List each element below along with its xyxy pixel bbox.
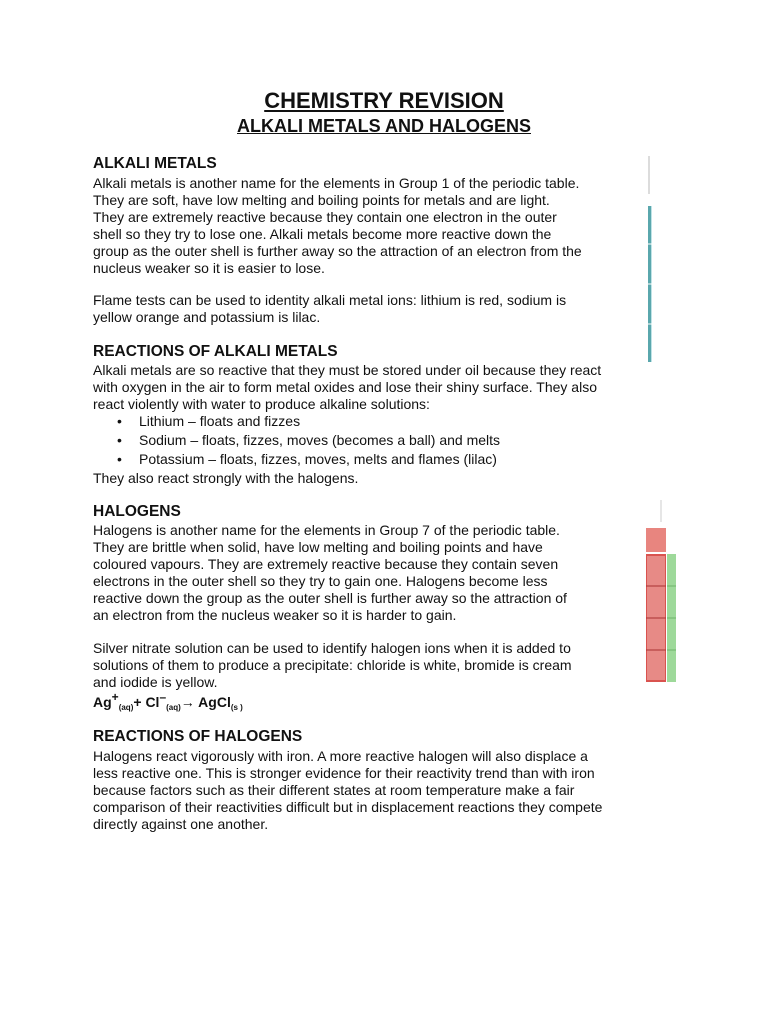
list-item: • Sodium – floats, fizzes, moves (becomes a ball) and melts: [93, 431, 500, 450]
list-item: • Potassium – floats, fizzes, moves, melts and flames (lilac): [93, 450, 500, 469]
heading-reactions-alkali-metals: REACTIONS OF ALKALI METALS: [93, 343, 338, 360]
equation-silver-charge: +: [111, 690, 119, 704]
list-item: • Lithium – floats and fizzes: [93, 412, 500, 431]
document-title: CHEMISTRY REVISION: [264, 88, 504, 113]
equation-product-state: (s ): [230, 703, 243, 712]
equation-chloride: Cl: [145, 694, 160, 710]
equation-product: AgCl: [198, 694, 231, 710]
alkali-metals-paragraph: Alkali metals is another name for the elements in Group 1 of the periodic table. They are soft, have low melting and boiling points for metals and are light. They are extremely reactive because they contain one electron in the outer shell so they try to lose one. Alkali metals become more reactive down the group as the outer shell is further away so the attraction of an electron from the nucleus weaker so it is easier to lose.: [93, 175, 582, 276]
equation-chloride-charge: –: [159, 690, 167, 704]
equation-chloride-state: (aq): [166, 703, 181, 712]
periodic-table-group1-image: [646, 154, 680, 364]
document-subtitle: ALKALI METALS AND HALOGENS: [237, 116, 531, 136]
periodic-table-group7-image: [646, 500, 676, 686]
equation-arrow: →: [180, 694, 199, 710]
equation-silver-state: (aq): [118, 703, 134, 712]
flame-tests-paragraph: Flame tests can be used to identity alkali metal ions: lithium is red, sodium is yellow orange and potassium is lilac.: [93, 292, 567, 325]
equation-plus: +: [133, 694, 146, 710]
alkali-reactions-list: [93, 412, 500, 469]
silver-nitrate-paragraph: Silver nitrate solution can be used to identify halogen ions when it is added to solutions of them to produce a precipitate: chloride is white, bromide is cream and iodide is yellow.: [93, 640, 572, 690]
silver-chloride-equation: [93, 690, 243, 712]
equation-silver: Ag: [93, 694, 112, 710]
alkali-reactions-closing: They also react strongly with the halogens.: [93, 470, 359, 486]
heading-alkali-metals: ALKALI METALS: [93, 155, 217, 172]
halogen-reactions-paragraph: Halogens react vigorously with iron. A more reactive halogen will also displace a less reactive one. This is stronger evidence for their reactivity trend than with iron because factors such as their different states at room temperature make a fair comparison of their reactivities difficult but in displacement reactions they compete directly against one another.: [93, 748, 603, 832]
heading-halogens: HALOGENS: [93, 503, 181, 520]
alkali-reactions-paragraph: Alkali metals are so reactive that they must be stored under oil because they react with oxygen in the air to form metal oxides and lose their shiny surface. They also react violently with water to produce alkaline solutions:: [93, 362, 602, 412]
heading-reactions-halogens: REACTIONS OF HALOGENS: [93, 728, 303, 745]
halogens-paragraph: Halogens is another name for the elements in Group 7 of the periodic table. They are brittle when solid, have low melting and boiling points and have coloured vapours. They are extremely reactive because they contain seven electrons in the outer shell so they try to gain one. Halogens become less reactive down the group as the outer shell is further away so the attraction of an electron from the nucleus weaker so it is harder to gain.: [93, 522, 567, 623]
